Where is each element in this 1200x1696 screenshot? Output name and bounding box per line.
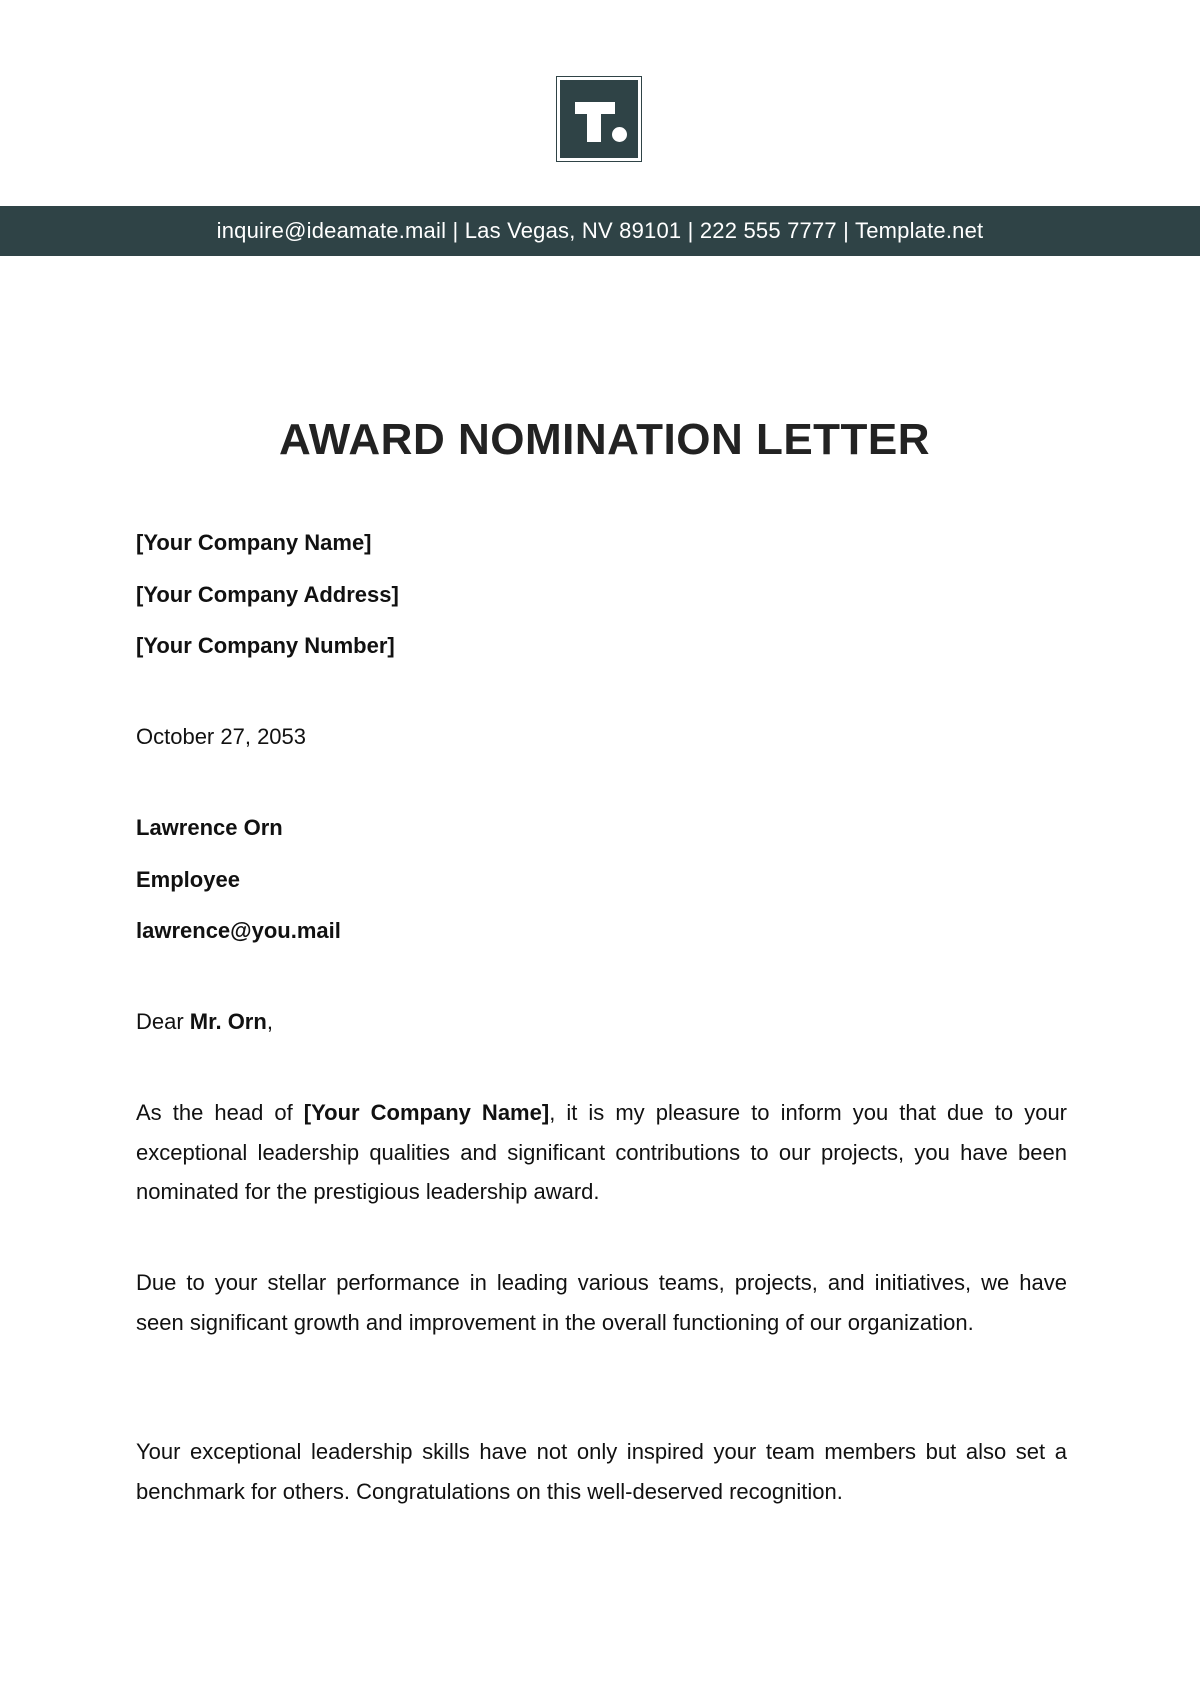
recipient-position: Employee	[136, 867, 240, 892]
salutation-suffix: ,	[266, 1009, 273, 1034]
salutation-name: Mr. Orn	[189, 1009, 267, 1034]
letter-date: October 27, 2053	[136, 724, 307, 749]
contact-bar: inquire@ideamate.mail | Las Vegas, NV 89101 | 222 555 7777 | Template.net	[0, 206, 1200, 256]
salutation-prefix: Dear	[136, 1009, 190, 1034]
document-title: AWARD NOMINATION LETTER	[278, 415, 931, 464]
p1-before: As the head of	[136, 1100, 304, 1125]
logo-t-stem	[587, 102, 601, 142]
sender-company-number: [Your Company Number]	[136, 633, 395, 658]
sender-company-name: [Your Company Name]	[136, 530, 372, 555]
body-paragraph-2: Due to your stellar performance in leading various teams, projects, and initiatives, we have seen significant growth and improvement in the overall functioning of our organization.	[136, 1270, 1067, 1335]
company-logo	[556, 76, 642, 162]
recipient-name: Lawrence Orn	[136, 815, 283, 840]
recipient-email: lawrence@you.mail	[136, 918, 341, 943]
body-paragraph-3: Your exceptional leadership skills have not only inspired your team members but also set a benchmark for others. Congratulations on this well-deserved recognition.	[136, 1439, 1067, 1504]
logo-dot	[612, 127, 627, 142]
salutation	[136, 1007, 273, 1037]
body-paragraph-1	[136, 1093, 1067, 1212]
logo-mark	[560, 80, 638, 158]
p1-company-name: [Your Company Name]	[303, 1100, 550, 1125]
sender-company-address: [Your Company Address]	[136, 582, 399, 607]
p1-after: , it is my pleasure to inform you that due to your exceptional leadership qualities and significant contributions to our projects, you have been nominated for the prestigious leadership award.	[136, 1100, 1068, 1204]
